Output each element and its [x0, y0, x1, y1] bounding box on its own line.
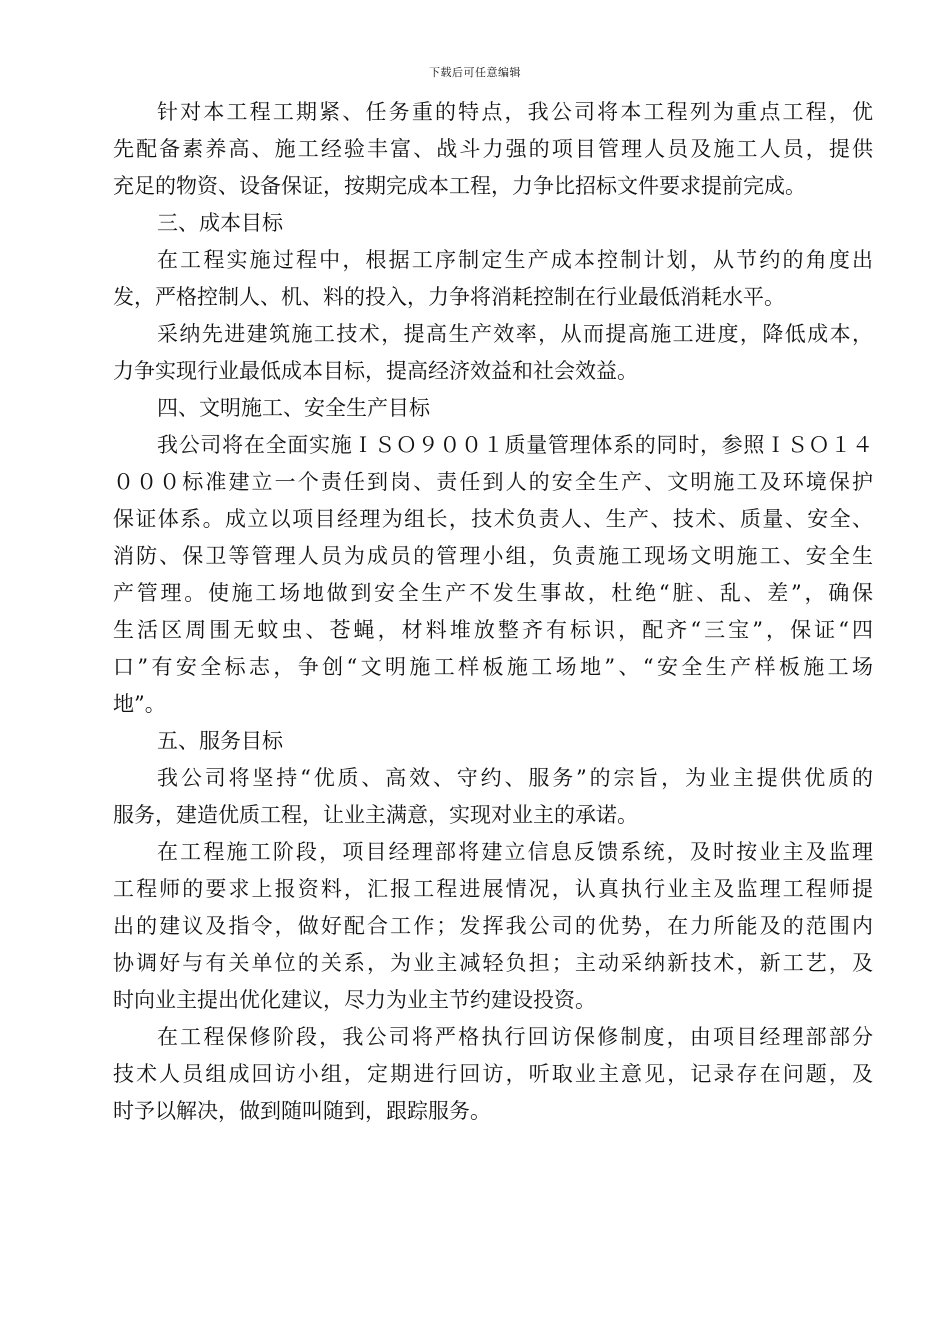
text-line: 技术人员组成回访小组，定期进行回访，听取业主意见，记录存在问题，及	[113, 1062, 873, 1086]
text-line: 工程师的要求上报资料，汇报工程进展情况，认真执行业主及监理工程师提	[113, 877, 873, 901]
text-line: 我公司将在全面实施ＩＳＯ９００１质量管理体系的同时，参照ＩＳＯ１４	[157, 433, 873, 457]
text-line: 地”。	[113, 692, 166, 716]
text-line: 在工程施工阶段，项目经理部将建立信息反馈系统，及时按业主及监理	[157, 840, 873, 864]
text-line: 三、成本目标	[157, 211, 283, 235]
text-line: ０００标准建立一个责任到岗、责任到人的安全生产、文明施工及环境保护	[113, 470, 873, 494]
text-line: 时向业主提出优化建议，尽力为业主节约建设投资。	[113, 988, 596, 1012]
text-line: 产管理。使施工场地做到安全生产不发生事故，杜绝“脏、乱、差”，确保	[113, 581, 873, 605]
text-line: 出的建议及指令，做好配合工作；发挥我公司的优势，在力所能及的范围内	[113, 914, 873, 938]
text-line: 在工程保修阶段，我公司将严格执行回访保修制度，由项目经理部部分	[157, 1025, 873, 1049]
text-line: 四、文明施工、安全生产目标	[157, 396, 430, 420]
text-line: 在工程实施过程中，根据工序制定生产成本控制计划，从节约的角度出	[157, 248, 873, 272]
body-text	[113, 94, 873, 1130]
text-line: 针对本工程工期紧、任务重的特点，我公司将本工程列为重点工程，优	[157, 100, 873, 124]
text-line: 采纳先进建筑施工技术，提高生产效率，从而提高施工进度，降低成本，	[157, 322, 873, 346]
text-line: 协调好与有关单位的关系，为业主减轻负担；主动采纳新技术，新工艺，及	[113, 951, 873, 975]
header-note: 下载后可任意编辑	[429, 66, 521, 79]
text-line: 五、服务目标	[157, 729, 283, 753]
text-line: 服务，建造优质工程，让业主满意，实现对业主的承诺。	[113, 803, 638, 827]
text-line: 我公司将坚持“优质、高效、守约、服务”的宗旨，为业主提供优质的	[157, 766, 873, 790]
text-line: 充足的物资、设备保证，按期完成本工程，力争比招标文件要求提前完成。	[113, 174, 806, 198]
text-line: 口”有安全标志，争创“文明施工样板施工场地”、“安全生产样板施工场	[113, 655, 873, 679]
text-line: 保证体系。成立以项目经理为组长，技术负责人、生产、技术、质量、安全、	[113, 507, 873, 531]
text-line: 力争实现行业最低成本目标，提高经济效益和社会效益。	[113, 359, 638, 383]
text-line: 时予以解决，做到随叫随到，跟踪服务。	[113, 1099, 491, 1123]
text-line: 消防、保卫等管理人员为成员的管理小组，负责施工现场文明施工、安全生	[113, 544, 873, 568]
text-line: 先配备素养高、施工经验丰富、战斗力强的项目管理人员及施工人员，提供	[113, 137, 873, 161]
text-line: 生活区周围无蚊虫、苍蝇，材料堆放整齐有标识，配齐“三宝”，保证“四	[113, 618, 873, 642]
text-line: 发，严格控制人、机、料的投入，力争将消耗控制在行业最低消耗水平。	[113, 285, 785, 309]
